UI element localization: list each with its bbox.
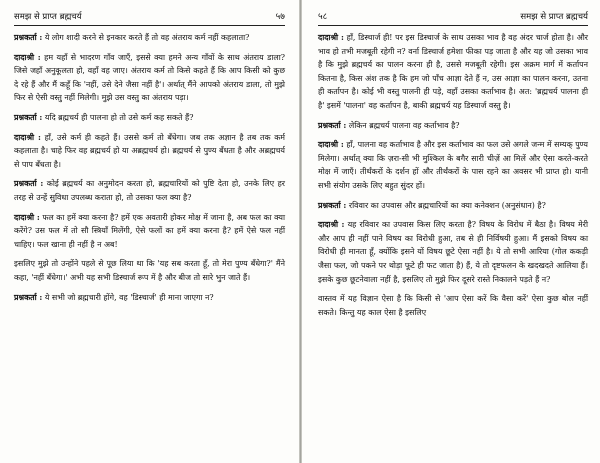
right-paragraph-1 — [318, 31, 588, 113]
speaker-label: दादाश्री : — [318, 140, 344, 150]
paragraph-text: वास्तव में यह विज्ञान ऐसा है कि किसी से 'आप ऐसा करें कि वैसा करें' ऐसा कुछ बोल नहीं सकते। किन्तु यह काल ऐसा है इसलिए — [318, 294, 588, 317]
paragraph-text: कोई ब्रह्मचर्य का अनुमोदन करता हो, ब्रह्मचारियों को पुष्टि देता हो, उनके लिए हर तरह से उन्हें सुविधा उपलब्ध कराता हो, तो उसका फल क्या है? — [14, 179, 285, 202]
speaker-label: दादाश्री : — [14, 52, 41, 62]
right-paragraph-5 — [318, 218, 588, 286]
paragraph-text: इसलिए मुझे तो उन्होंने पहले से पूछ लिया था कि 'यह सब करता हूँ, तो मेरा पुण्य बँधेगा?' मैंने कहा, 'नहीं बँधेगा।' अभी यह सभी डिस्चार्ज रूप में है और बीज तो सारे भुन जाते हैं। — [14, 259, 285, 282]
paragraph-text: यदि ब्रह्मचर्य ही पालना हो तो उसे कर्म कह सकते हैं? — [42, 112, 194, 122]
paragraph-text: ये सभी जो ब्रह्मचारी होंगे, वह 'डिस्चार्ज' ही माना जाएगा न? — [42, 292, 214, 302]
right-page-body — [318, 31, 588, 319]
left-page-number: ५७ — [275, 12, 285, 22]
paragraph-text: फल का हमें क्या करना है? हमें एक अवतारी होकर मोक्ष में जाना है, अब फल का क्या करेंगे? उस फल में तो सौ स्त्रियाँ मिलेंगी, ऐसे फलों का हमें क्या करना है? हमें ऐसे फल नहीं चाहिए। फल खाना ही नहीं है न अब! — [14, 212, 286, 249]
speaker-label: प्रश्नकर्ता : — [14, 179, 44, 189]
speaker-label: दादाश्री : — [318, 220, 345, 230]
left-page-header — [14, 0, 285, 26]
speaker-label: प्रश्नकर्ता : — [318, 120, 347, 130]
paragraph-text: हाँ, पालना वह कर्ताभाव है और इस कर्ताभाव का फल उसे अगले जन्म में सम्यक् पुण्य मिलेगा। अर्थात् क्या कि ज़रा-सी भी मुश्किल के बगैर सारी चीज़ें आ मिलें और ऐसा करते-करते मोक्ष में जाएँ। तीर्थंकरों के दर्शन हों और तीर्थंकरों के पास रहने का अवसर भी प्राप्त हो। यानी सभी संयोग उसके लिए बहुत सुंदर हों। — [318, 140, 589, 190]
speaker-label: प्रश्नकर्ता : — [14, 33, 43, 42]
speaker-label: दादाश्री : — [318, 33, 344, 42]
left-paragraph-6 — [14, 211, 285, 252]
right-page — [302, 0, 600, 463]
right-header-title: समझ से प्राप्त ब्रह्मचर्य — [520, 12, 588, 22]
speaker-label: दादाश्री : — [14, 132, 41, 142]
left-paragraph-1 — [14, 31, 285, 45]
left-paragraph-8 — [14, 291, 285, 305]
left-paragraph-7 — [14, 257, 285, 284]
right-page-header — [318, 0, 588, 26]
left-paragraph-4 — [14, 131, 285, 172]
right-page-number: ५८ — [318, 12, 328, 22]
left-header-title: समझ से प्राप्त ब्रह्मचर्य — [14, 12, 82, 22]
paragraph-text: हम यहाँ से भादरण गाँव जाएँ, इससे क्या हमने अन्य गाँवों के साथ अंतराय डाला? जिसे जहाँ अनुकूलता हो, वहाँ वह जाए। अंतराय कर्म तो किसे कहते हैं कि आप किसी को कुछ दे रहे हैं और मैं कहूँ कि 'नहीं, उसे देने जैसा नहीं है'। अर्थात् मैंने आपको अंतराय डाला, तो मुझे फिर से ऐसी वस्तु नहीं मिलेगी। मुझे उस वस्तु का अंतराय पड़ा। — [14, 52, 285, 103]
right-paragraph-4 — [318, 199, 588, 213]
left-paragraph-5 — [14, 177, 285, 204]
paragraph-text: यह रविवार का उपवास किस लिए करता है? विषय के विरोध में बैठा है। विषय मेरी और आप ही नहीं पाने विषय का विरोधी हुआ, तब से ही निर्विषयी हुआ। मैं इसको विषय का विरोधी ही मानता हूँ, क्योंकि इसने यों विषय छूटे ऐसा नहीं है। ये तो सभी आरिया (गोल ककड़ी जैसा फल, जो पकने पर थोड़ा फूटे ही फट जाता है) हैं, ये तो दृष्टफलन के खदखदते आलिया हैं। इसके कुछ छूटनेवाला नहीं है, इसलिए तो मुझे फिर दूसरे रास्ते निकालने पड़ते हैं न? — [318, 220, 588, 284]
right-paragraph-6 — [318, 292, 588, 319]
speaker-label: दादाश्री : — [14, 212, 40, 222]
speaker-label: प्रश्नकर्ता : — [318, 200, 347, 210]
paragraph-text: लेकिन ब्रह्मचर्य पालना वह कर्ताभाव है? — [346, 120, 460, 130]
paragraph-text: ये लोग शादी करने से इनकार करते हैं तो वह अंतराय कर्म नहीं कहलाता? — [42, 33, 250, 42]
right-paragraph-3 — [318, 138, 588, 192]
left-paragraph-2 — [14, 51, 285, 105]
speaker-label: प्रश्नकर्ता : — [14, 292, 43, 302]
paragraph-text: हाँ, उसे कर्म ही कहते हैं। उससे कर्म तो बँधेगा। जब तक अज्ञान है तब तक कर्म कहलाता है। चाहे फिर वह ब्रह्मचर्य हो या अब्रह्मचर्य हो। ब्रह्मचर्य से पुण्य बँधता है और अब्रह्मचर्य से पाप बँधता है। — [14, 132, 285, 169]
right-paragraph-2 — [318, 119, 588, 133]
paragraph-text: रविवार का उपवास और ब्रह्मचारियों का क्या कनेक्शन (अनुसंधान) है? — [346, 200, 546, 210]
paragraph-text: हाँ, डिस्चार्ज ही! पर इस डिस्चार्ज के साथ उसका भाव है वह अंदर चार्ज होता है। और भाव हो तभी मजबूती रहेगी न? वर्ना डिस्चार्ज हमेशा फीका पड़ जाता है और यह जो उसका भाव है कि मुझे ब्रह्मचर्य का पालन करना ही है, उससे मजबूती रहेगी। इस अक्रम मार्ग में कर्तापन कितना है, किस अंश तक है कि हम जो पाँच आज्ञा देते हैं न, उस आज्ञा का पालन करना, उतना ही कर्तापन है। कोई भी वस्तु पालनी ही पड़े, वहाँ उसका कर्ताभाव है। अत: 'ब्रह्मचर्य पालना ही है' इसमें 'पालना' वह कर्तापन है, बाकी ब्रह्मचर्य यह डिस्चार्ज वस्तु है। — [318, 33, 588, 110]
left-page — [0, 0, 299, 463]
left-paragraph-3 — [14, 111, 285, 125]
speaker-label: प्रश्नकर्ता : — [14, 112, 43, 122]
left-page-body — [14, 31, 285, 304]
